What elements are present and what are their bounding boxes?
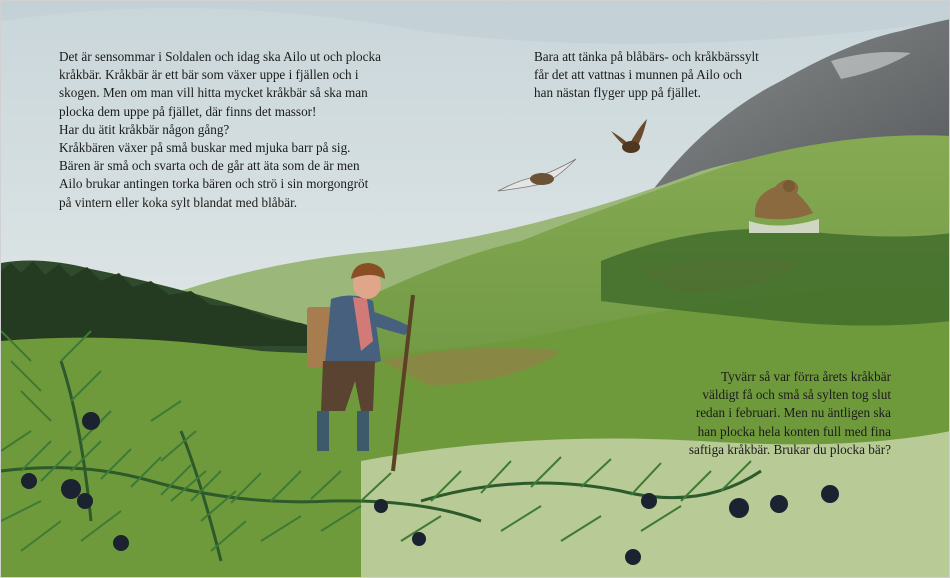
berry-icon bbox=[729, 498, 749, 518]
story-line: skogen. Men om man vill hitta mycket kråkbär så ska man bbox=[59, 85, 368, 101]
story-line: saftiga kråkbär. Brukar du plocka bär? bbox=[688, 441, 891, 457]
story-line: Det är sensommar i Soldalen och idag ska Ailo ut och plocka bbox=[59, 49, 381, 64]
story-paragraph-left bbox=[59, 48, 381, 212]
berry-icon bbox=[21, 473, 37, 489]
berry-icon bbox=[412, 532, 426, 546]
story-paragraph-right-top bbox=[534, 48, 759, 103]
story-paragraph-bottom-right bbox=[689, 368, 891, 459]
berry-icon bbox=[77, 493, 93, 509]
story-line: Bara att tänka på blåbärs- och kråkbärssylt bbox=[534, 49, 759, 64]
berry-icon bbox=[61, 479, 81, 499]
berry-icon bbox=[82, 412, 100, 430]
story-line: Ailo brukar antingen torka bären och strö i sin morgongröt bbox=[59, 176, 369, 192]
story-line: han plocka hela konten full med fina bbox=[697, 423, 891, 439]
berry-icon bbox=[821, 485, 839, 503]
berry-icon bbox=[374, 499, 388, 513]
berry-icon bbox=[625, 549, 641, 565]
story-line: han nästan flyger upp på fjället. bbox=[534, 85, 701, 101]
story-line: Tyvärr så var förra årets kråkbär bbox=[720, 369, 891, 384]
story-line: Har du ätit kråkbär någon gång? bbox=[59, 121, 230, 137]
story-line: kråkbär. Kråkbär är ett bär som växer uppe i fjällen och i bbox=[59, 67, 359, 83]
story-line: på vintern eller koka sylt blandat med blåbär. bbox=[59, 194, 298, 210]
berry-icon bbox=[770, 495, 788, 513]
berry-icon bbox=[641, 493, 657, 509]
story-line: väldigt få och små så sylten tog slut bbox=[702, 387, 891, 403]
berry-icon bbox=[113, 535, 129, 551]
story-line: plocka dem uppe på fjället, där finns det massor! bbox=[59, 103, 317, 119]
story-line: Bären är små och svarta och de går att äta som de är men bbox=[59, 158, 360, 174]
story-line: redan i februari. Men nu äntligen ska bbox=[695, 405, 891, 421]
story-line: Kråkbären växer på små buskar med mjuka barr på sig. bbox=[59, 140, 351, 156]
story-line: får det att vattnas i munnen på Ailo och bbox=[534, 67, 743, 83]
